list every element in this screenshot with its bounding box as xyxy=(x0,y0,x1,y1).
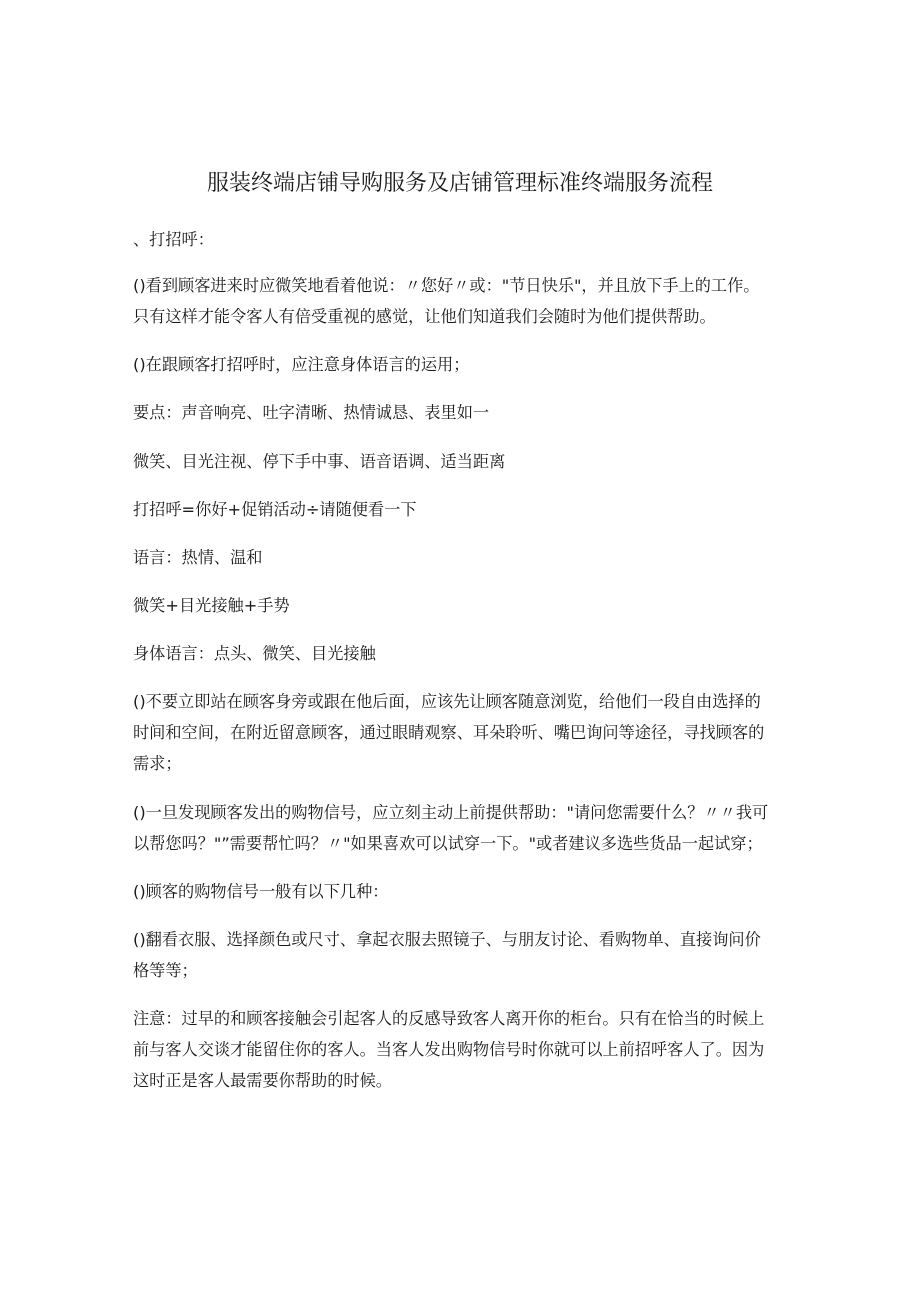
paragraph-purchase-signal xyxy=(133,797,805,859)
paragraph-browse-freely xyxy=(133,686,805,779)
paragraph-note xyxy=(133,1003,805,1096)
paragraph-line: 注意：过早的和顾客接触会引起客人的反感导致客人离开你的柜台。只有在恰当的时候上 xyxy=(133,1009,765,1028)
paragraph-line: 时间和空间，在附近留意顾客，通过眼睛观察、耳朵聆听、嘴巴询问等途径，寻找顾客的 xyxy=(133,723,765,742)
paragraph-line: 这时正是客人最需要你帮助的时候。 xyxy=(133,1071,392,1090)
document-title: 服装终端店铺导购服务及店铺管理标准终端服务流程 xyxy=(206,171,713,196)
paragraph-line: 、打招呼： xyxy=(133,230,214,249)
paragraph-line: ()在跟顾客打招呼时，应注意身体语言的运用； xyxy=(133,355,470,374)
paragraph-line: ()顾客的购物信号一般有以下几种： xyxy=(133,882,389,901)
paragraph-greeting-smile xyxy=(133,270,805,332)
paragraph-line: ()看到顾客进来时应微笑地看着他说：〃您好〃或："节日快乐"，并且放下手上的工作。 xyxy=(133,276,760,295)
paragraph-greeting-heading xyxy=(133,224,805,255)
paragraph-line: 语言：热情、温和 xyxy=(133,548,263,567)
paragraph-line: 要点：声音响亮、吐字清晰、热情诚恳、表里如一 xyxy=(133,403,490,422)
paragraph-greeting-formula xyxy=(133,494,805,525)
paragraph-line: 微笑、目光注视、停下手中事、语音语调、适当距离 xyxy=(133,452,506,471)
paragraph-line: 只有这样才能令客人有倍受重视的感觉，让他们知道我们会随时为他们提供帮助。 xyxy=(133,307,716,326)
paragraph-line: 微笑+目光接触+手势 xyxy=(133,596,290,615)
paragraph-line: 格等等； xyxy=(133,961,198,980)
paragraph-line: ()翻看衣服、选择颜色或尺寸、拿起衣服去照镜子、与朋友讨论、看购物单、直接询问价 xyxy=(133,930,761,949)
paragraph-signal-examples xyxy=(133,924,805,986)
paragraph-body-language-detail xyxy=(133,638,805,669)
paragraph-language xyxy=(133,542,805,573)
paragraph-line: ()一旦发现顾客发出的购物信号，应立刻主动上前提供帮助："请问您需要什么？〃〃我可 xyxy=(133,803,769,822)
paragraph-smile-formula xyxy=(133,590,805,621)
paragraph-signal-types xyxy=(133,876,805,907)
paragraph-line: 以帮您吗？"”需要帮忙吗？〃"如果喜欢可以试穿一下。"或者建议多选些货品一起试穿； xyxy=(133,834,763,853)
paragraph-key-points xyxy=(133,397,805,428)
paragraph-line: 前与客人交谈才能留住你的客人。当客人发出购物信号时你就可以上前招呼客人了。因为 xyxy=(133,1040,765,1059)
paragraph-line: 打招呼=你好+促销活动÷请随便看一下 xyxy=(133,500,417,519)
paragraph-body-language xyxy=(133,349,805,380)
paragraph-smile-gaze xyxy=(133,446,805,477)
paragraph-line: ()不要立即站在顾客身旁或跟在他后面，应该先让顾客随意浏览，给他们一段自由选择的 xyxy=(133,692,761,711)
paragraph-line: 需求； xyxy=(133,754,182,773)
paragraph-line: 身体语言：点头、微笑、目光接触 xyxy=(133,644,376,663)
